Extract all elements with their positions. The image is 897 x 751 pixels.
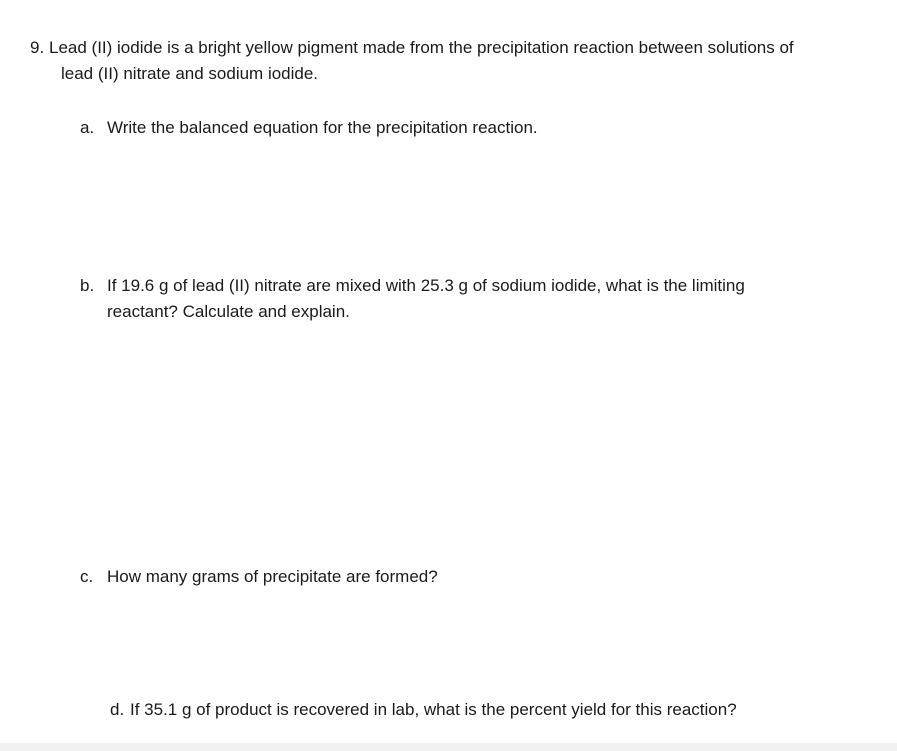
part-c-label: c. — [80, 567, 94, 586]
part-b-label: b. — [80, 276, 95, 295]
part-b-text-line2: reactant? Calculate and explain. — [107, 302, 350, 321]
part-a-label: a. — [80, 118, 95, 137]
part-b-text-line1: If 19.6 g of lead (II) nitrate are mixed with 25.3 g of sodium iodide, what is the limiting — [107, 276, 745, 295]
part-d-label: d. — [110, 700, 125, 719]
part-a-text: Write the balanced equation for the precipitation reaction. — [107, 118, 538, 137]
question-text-line1: Lead (II) iodide is a bright yellow pigment made from the precipitation reaction between solutions of — [49, 38, 794, 57]
question-number: 9. — [30, 38, 45, 57]
bottom-strip — [0, 743, 897, 751]
part-d-text: If 35.1 g of product is recovered in lab, what is the percent yield for this reaction? — [130, 700, 737, 719]
part-c-text: How many grams of precipitate are formed? — [107, 567, 438, 586]
question-text-line2: lead (II) nitrate and sodium iodide. — [61, 64, 319, 83]
